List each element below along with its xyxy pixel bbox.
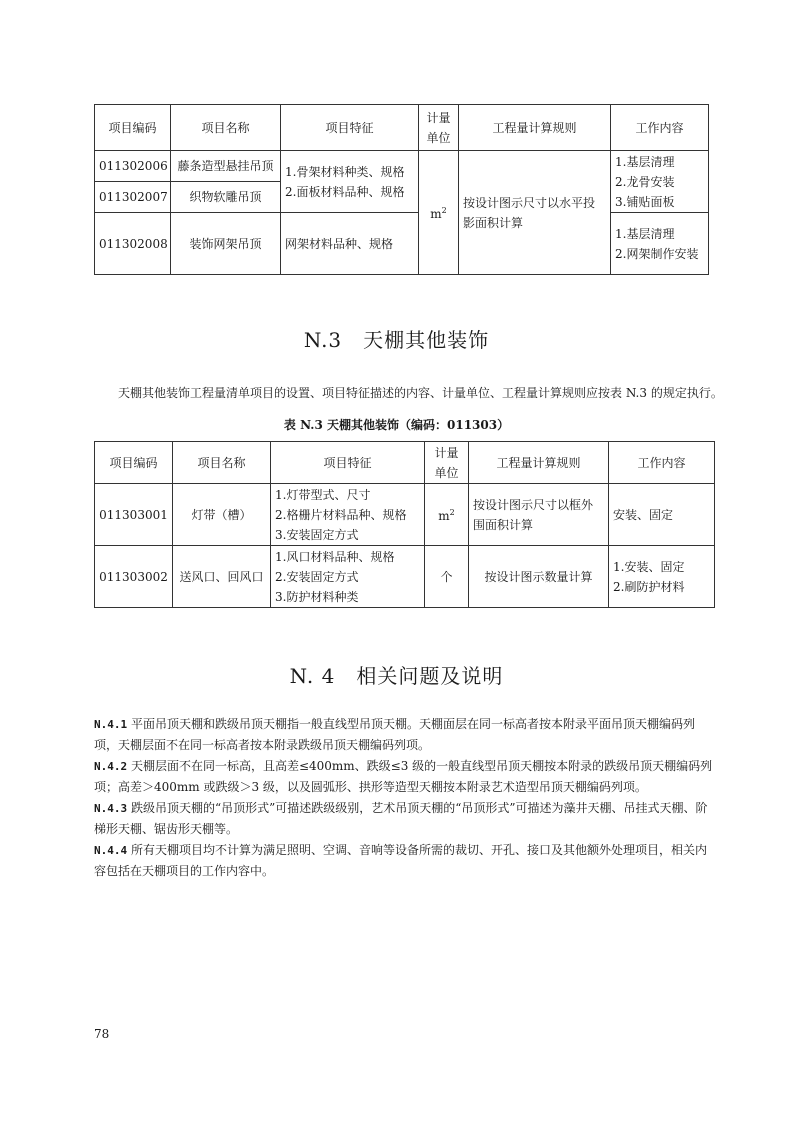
feature-line: 2.面板材料品种、规格 [285, 184, 405, 199]
note-text: 平面吊顶天棚和跌级吊顶天棚指一般直线型吊顶天棚。天棚面层在同一标高者按本附录平面吊顶天棚编码列项，天棚层面不在同一标高者按本附录跌级吊顶天棚编码列项。 [94, 717, 695, 752]
table-row [95, 546, 715, 608]
ceiling-items-table-continued [94, 104, 709, 275]
section-heading-n3: N.3 天棚其他装饰 [303, 328, 490, 352]
note-paragraph [94, 714, 714, 756]
note-text: 天棚层面不在同一标高，且高差≤400mm、跌级≤3 级的一般直线型吊顶天棚按本附录的跌级吊顶天棚编码列项；高差＞400mm 或跌级＞3 级，以及圆弧形、拱形等造型天棚按本附录艺术造型吊顶天棚编码列项。 [94, 759, 713, 794]
item-name: 织物软雕吊顶 [171, 182, 281, 213]
work-line: 2.龙骨安装 [615, 174, 675, 189]
notes-list [94, 714, 714, 882]
header-rule: 工程量计算规则 [459, 105, 611, 151]
item-work [611, 151, 709, 213]
page-number: 78 [94, 1027, 110, 1041]
item-rule: 按设计图示尺寸以框外围面积计算 [469, 484, 609, 546]
item-code: 011302006 [95, 151, 171, 182]
item-features: 网架材料品种、规格 [281, 213, 419, 275]
header-code: 项目编码 [95, 442, 173, 484]
feature-line: 2.安装固定方式 [275, 569, 359, 584]
table-row [95, 151, 709, 182]
header-rule: 工程量计算规则 [469, 442, 609, 484]
feature-line: 3.防护材料种类 [275, 589, 359, 604]
note-number: N.4.3 [94, 802, 128, 815]
table-row [95, 484, 715, 546]
note-paragraph [94, 798, 714, 840]
item-code: 011302008 [95, 213, 171, 275]
note-text: 所有天棚项目均不计算为满足照明、空调、音响等设备所需的裁切、开孔、接口及其他额外处理项目，相关内容包括在天棚项目的工作内容中。 [94, 843, 707, 878]
header-unit: 计量单位 [419, 105, 459, 151]
item-work: 安装、固定 [609, 484, 715, 546]
note-paragraph [94, 756, 714, 798]
item-rule: 按设计图示尺寸以水平投影面积计算 [459, 151, 611, 275]
item-name: 藤条造型悬挂吊顶 [171, 151, 281, 182]
feature-line: 2.格栅片材料品种、规格 [275, 507, 407, 522]
header-name: 项目名称 [173, 442, 271, 484]
item-work [611, 213, 709, 275]
work-line: 1.基层清理 [615, 226, 675, 241]
item-unit: $m^2$ [425, 484, 469, 546]
item-name: 送风口、回风口 [173, 546, 271, 608]
section-intro: 天棚其他装饰工程量清单项目的设置、项目特征描述的内容、计量单位、工程量计算规则应按表 N.3 的规定执行。 [118, 386, 723, 400]
table-header-row [95, 442, 715, 484]
item-name: 装饰网架吊顶 [171, 213, 281, 275]
note-paragraph [94, 840, 714, 882]
work-line: 2.刷防护材料 [613, 579, 685, 594]
table-caption: 表 N.3 天棚其他装饰（编码：011303） [283, 418, 510, 432]
work-line: 1.基层清理 [615, 154, 675, 169]
item-name: 灯带（槽） [173, 484, 271, 546]
item-rule: 按设计图示数量计算 [469, 546, 609, 608]
work-line: 1.安装、固定 [613, 559, 685, 574]
note-number: N.4.2 [94, 760, 128, 773]
item-features [281, 151, 419, 213]
header-unit: 计量单位 [425, 442, 469, 484]
feature-line: 1.灯带型式、尺寸 [275, 487, 371, 502]
table-row [95, 213, 709, 275]
note-number: N.4.4 [94, 844, 128, 857]
work-line: 3.铺贴面板 [615, 194, 675, 209]
item-code: 011303001 [95, 484, 173, 546]
work-line: 2.网架制作安装 [615, 246, 699, 261]
item-work [609, 546, 715, 608]
item-unit: $m^2$ [419, 151, 459, 275]
section-heading-n4: N. 4 相关问题及说明 [289, 664, 504, 688]
header-code: 项目编码 [95, 105, 171, 151]
table-header-row [95, 105, 709, 151]
item-features [271, 546, 425, 608]
note-number: N.4.1 [94, 718, 128, 731]
header-features: 项目特征 [271, 442, 425, 484]
item-code: 011302007 [95, 182, 171, 213]
header-work: 工作内容 [611, 105, 709, 151]
feature-line: 1.骨架材料种类、规格 [285, 164, 405, 179]
item-features [271, 484, 425, 546]
ceiling-other-decoration-table [94, 441, 715, 608]
header-name: 项目名称 [171, 105, 281, 151]
item-code: 011303002 [95, 546, 173, 608]
feature-line: 1.风口材料品种、规格 [275, 549, 395, 564]
feature-line: 3.安装固定方式 [275, 527, 359, 542]
header-work: 工作内容 [609, 442, 715, 484]
header-features: 项目特征 [281, 105, 419, 151]
item-unit: 个 [425, 546, 469, 608]
note-text: 跌级吊顶天棚的“吊顶形式”可描述跌级级别，艺术吊顶天棚的“吊顶形式”可描述为藻井天棚、吊挂式天棚、阶梯形天棚、锯齿形天棚等。 [94, 801, 708, 836]
